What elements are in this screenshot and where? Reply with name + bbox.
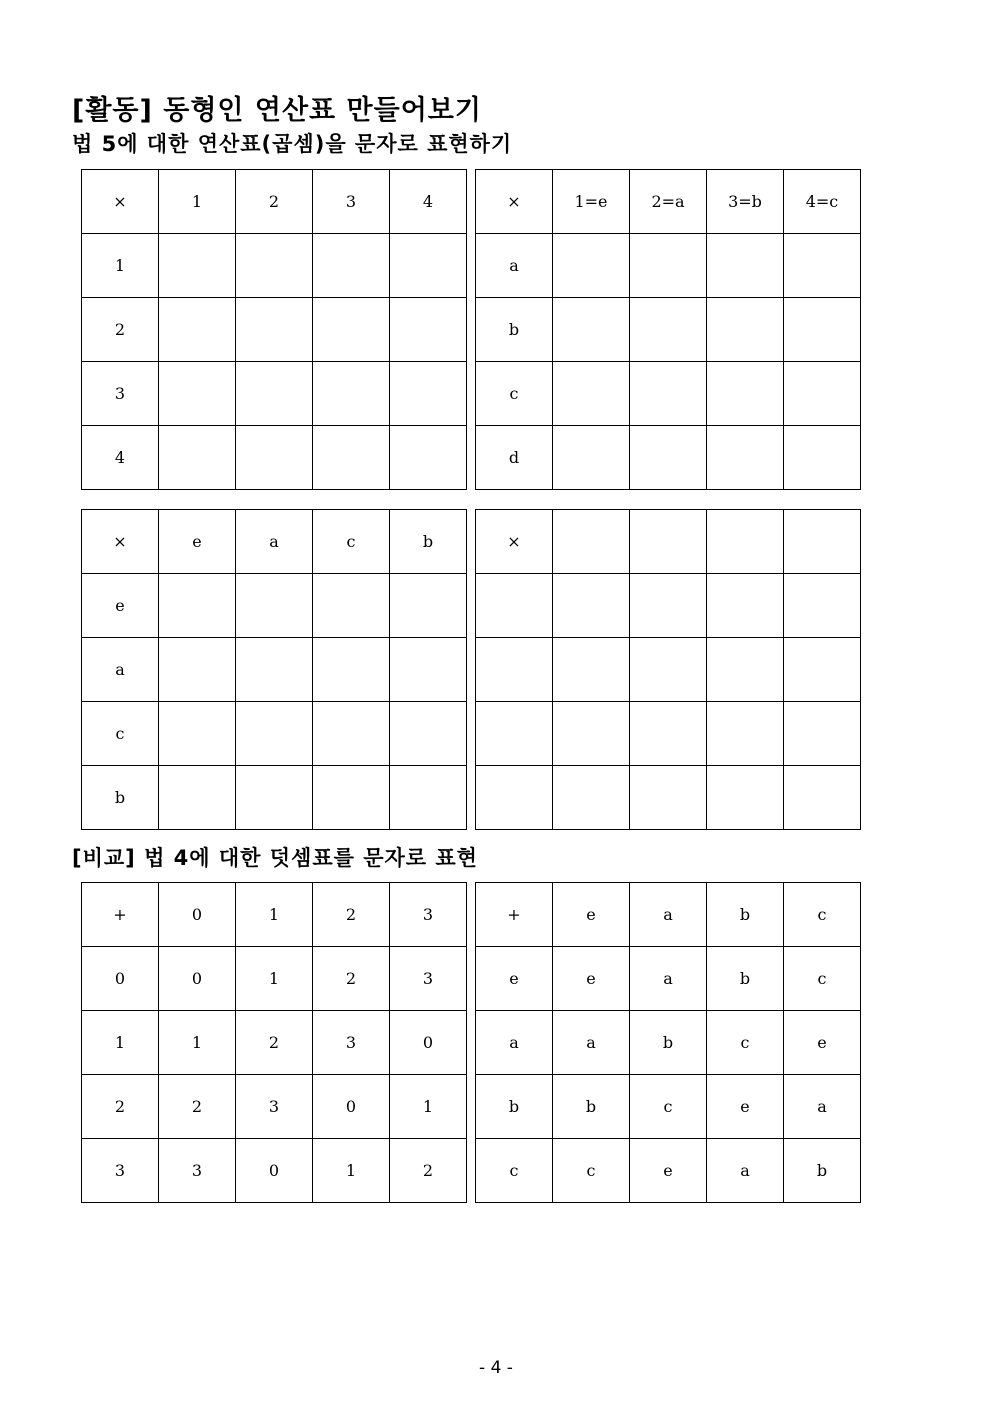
row-header-cell [476, 702, 553, 766]
table-row [476, 1011, 861, 1075]
table-cell [707, 574, 784, 638]
table-cell: a [707, 1139, 784, 1203]
table-row [82, 426, 467, 490]
table-cell: b [784, 1139, 861, 1203]
row-header-cell: c [476, 362, 553, 426]
row-header-cell: 1 [82, 234, 159, 298]
table-cell [784, 362, 861, 426]
table-cell: c [707, 1011, 784, 1075]
row-header-cell: e [476, 947, 553, 1011]
table-cell: 1 [159, 1011, 236, 1075]
table-cell [707, 362, 784, 426]
table-cell [707, 702, 784, 766]
table-cell: 3 [313, 1011, 390, 1075]
column-header-cell: c [784, 883, 861, 947]
table-cell [313, 234, 390, 298]
comparison-heading: [비교] 법 4에 대한 덧셈표를 문자로 표현 [72, 846, 478, 870]
column-header-cell [707, 510, 784, 574]
table-cell [159, 702, 236, 766]
table-cell [313, 362, 390, 426]
table-row [82, 170, 467, 234]
addition-table-mod4-numbers [81, 882, 467, 1203]
table-cell [784, 574, 861, 638]
row-header-cell [476, 766, 553, 830]
table-row [82, 947, 467, 1011]
column-header-cell: 2=a [630, 170, 707, 234]
table-row [476, 1139, 861, 1203]
column-header-cell: c [313, 510, 390, 574]
table-cell [390, 426, 467, 490]
table-row [82, 298, 467, 362]
table-row [476, 574, 861, 638]
table-cell [553, 362, 630, 426]
table-cell [630, 426, 707, 490]
table-cell [630, 362, 707, 426]
table-cell [784, 766, 861, 830]
row-header-cell: b [476, 298, 553, 362]
table-cell [236, 234, 313, 298]
row-header-cell: a [82, 638, 159, 702]
table-cell [313, 574, 390, 638]
table-cell [236, 766, 313, 830]
table-cell [313, 426, 390, 490]
table-cell [707, 298, 784, 362]
table-row [476, 1075, 861, 1139]
page-title: [활동] 동형인 연산표 만들어보기 [72, 95, 482, 126]
table-cell: b [707, 947, 784, 1011]
column-header-cell: e [159, 510, 236, 574]
table-cell [159, 574, 236, 638]
table-cell [313, 766, 390, 830]
table-cell [313, 298, 390, 362]
table-cell [390, 234, 467, 298]
column-header-cell [553, 510, 630, 574]
table-cell [236, 298, 313, 362]
row-header-cell: 0 [82, 947, 159, 1011]
row-header-cell: 3 [82, 362, 159, 426]
table-cell: 3 [236, 1075, 313, 1139]
table-cell [630, 766, 707, 830]
table-cell: c [784, 947, 861, 1011]
table-cell [390, 298, 467, 362]
table-row [82, 638, 467, 702]
row-header-cell: a [476, 234, 553, 298]
row-header-cell: 2 [82, 1075, 159, 1139]
operator-cell: × [476, 510, 553, 574]
column-header-cell: 0 [159, 883, 236, 947]
row-header-cell: c [82, 702, 159, 766]
table-row [82, 1139, 467, 1203]
operator-cell: + [82, 883, 159, 947]
table-cell [236, 362, 313, 426]
table-cell: 3 [390, 947, 467, 1011]
table-row [476, 883, 861, 947]
table-cell: 0 [159, 947, 236, 1011]
table-cell [707, 766, 784, 830]
row-header-cell: e [82, 574, 159, 638]
table-cell [630, 702, 707, 766]
column-header-cell: 2 [236, 170, 313, 234]
table-row [82, 362, 467, 426]
table-cell [784, 426, 861, 490]
table-cell: 1 [390, 1075, 467, 1139]
column-header-cell [784, 510, 861, 574]
table-cell [390, 362, 467, 426]
row-header-cell: c [476, 1139, 553, 1203]
table-cell: a [784, 1075, 861, 1139]
column-header-cell: a [630, 883, 707, 947]
operation-table-mod5-numbers [81, 169, 467, 490]
row-header-cell [476, 638, 553, 702]
table-cell [159, 426, 236, 490]
table-cell [313, 702, 390, 766]
row-header-cell: 1 [82, 1011, 159, 1075]
row-header-cell: b [82, 766, 159, 830]
operation-table-mod5-reordered [81, 509, 467, 830]
operator-cell: × [82, 510, 159, 574]
table-cell [390, 638, 467, 702]
table-row [82, 766, 467, 830]
column-header-cell: 1 [159, 170, 236, 234]
table-cell [553, 702, 630, 766]
table-row [476, 947, 861, 1011]
table-row [476, 766, 861, 830]
table-cell [630, 234, 707, 298]
table-row [82, 234, 467, 298]
table-cell [553, 298, 630, 362]
table-cell [159, 362, 236, 426]
table-cell: c [630, 1075, 707, 1139]
table-cell [553, 426, 630, 490]
table-cell: 2 [236, 1011, 313, 1075]
column-header-cell: 3 [313, 170, 390, 234]
table-cell [313, 638, 390, 702]
table-cell: 0 [236, 1139, 313, 1203]
section-subtitle: 법 5에 대한 연산표(곱셈)을 문자로 표현하기 [72, 132, 513, 156]
column-header-cell: b [707, 883, 784, 947]
column-header-cell: 2 [313, 883, 390, 947]
table-cell [159, 234, 236, 298]
table-cell [236, 574, 313, 638]
table-cell: e [630, 1139, 707, 1203]
table-cell: 0 [390, 1011, 467, 1075]
table-cell: a [553, 1011, 630, 1075]
table-cell: e [553, 947, 630, 1011]
table-cell: 2 [159, 1075, 236, 1139]
table-cell [159, 766, 236, 830]
table-cell: 0 [313, 1075, 390, 1139]
table-row [476, 426, 861, 490]
table-cell [784, 702, 861, 766]
operator-cell: × [476, 170, 553, 234]
table-cell [630, 638, 707, 702]
row-header-cell: 2 [82, 298, 159, 362]
table-cell [390, 574, 467, 638]
table-row [82, 574, 467, 638]
table-cell [553, 638, 630, 702]
table-cell [707, 426, 784, 490]
operation-table-mod5-letters [475, 169, 861, 490]
table-cell: e [707, 1075, 784, 1139]
column-header-cell: e [553, 883, 630, 947]
table-cell: e [784, 1011, 861, 1075]
row-header-cell: b [476, 1075, 553, 1139]
table-row [476, 362, 861, 426]
table-row [82, 1011, 467, 1075]
table-row [82, 883, 467, 947]
table-row [476, 638, 861, 702]
operation-table-blank [475, 509, 861, 830]
table-cell [390, 702, 467, 766]
column-header-cell: 4 [390, 170, 467, 234]
table-cell [236, 638, 313, 702]
table-cell: a [630, 947, 707, 1011]
table-cell: b [553, 1075, 630, 1139]
table-row [82, 1075, 467, 1139]
column-header-cell: 1 [236, 883, 313, 947]
row-header-cell [476, 574, 553, 638]
table-row [476, 702, 861, 766]
table-cell [630, 574, 707, 638]
column-header-cell: b [390, 510, 467, 574]
column-header-cell: 3=b [707, 170, 784, 234]
column-header-cell: a [236, 510, 313, 574]
row-header-cell: a [476, 1011, 553, 1075]
operator-cell: × [82, 170, 159, 234]
table-cell [553, 574, 630, 638]
table-row [82, 702, 467, 766]
table-cell: 3 [159, 1139, 236, 1203]
table-cell [707, 234, 784, 298]
table-row [82, 510, 467, 574]
table-cell: b [630, 1011, 707, 1075]
table-cell [784, 298, 861, 362]
table-cell: 1 [236, 947, 313, 1011]
page-number: - 4 - [479, 1358, 513, 1378]
table-cell [159, 638, 236, 702]
column-header-cell: 3 [390, 883, 467, 947]
table-row [476, 234, 861, 298]
column-header-cell [630, 510, 707, 574]
table-cell [390, 766, 467, 830]
column-header-cell: 4=c [784, 170, 861, 234]
table-cell [630, 298, 707, 362]
table-cell [707, 638, 784, 702]
operator-cell: + [476, 883, 553, 947]
table-cell [553, 234, 630, 298]
table-cell: 1 [313, 1139, 390, 1203]
row-header-cell: 3 [82, 1139, 159, 1203]
table-cell: 2 [390, 1139, 467, 1203]
table-cell [784, 638, 861, 702]
table-cell: c [553, 1139, 630, 1203]
table-cell [236, 702, 313, 766]
table-row [476, 510, 861, 574]
table-row [476, 298, 861, 362]
table-row [476, 170, 861, 234]
table-cell: 2 [313, 947, 390, 1011]
row-header-cell: 4 [82, 426, 159, 490]
table-cell [784, 234, 861, 298]
table-cell [236, 426, 313, 490]
table-cell [553, 766, 630, 830]
table-cell [159, 298, 236, 362]
row-header-cell: d [476, 426, 553, 490]
column-header-cell: 1=e [553, 170, 630, 234]
addition-table-mod4-letters [475, 882, 861, 1203]
